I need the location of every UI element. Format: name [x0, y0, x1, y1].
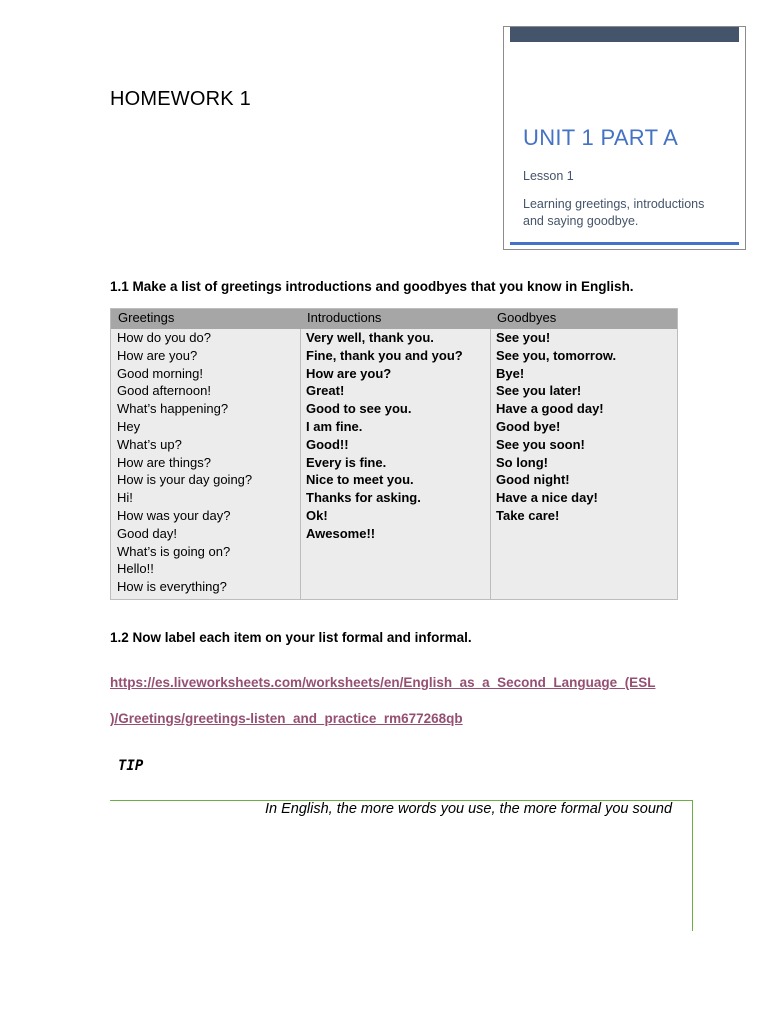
table-cell-introductions: Thanks for asking.	[306, 490, 421, 506]
table-cell-introductions: Good!!	[306, 436, 349, 452]
unit-header-bar	[510, 27, 739, 42]
goodbyes-column	[490, 329, 677, 599]
unit-cover-box	[503, 26, 746, 250]
table-cell-introductions: Ok!	[306, 507, 328, 523]
table-cell-greetings: What’s up?	[117, 436, 182, 452]
table-cell-greetings: How do you do?	[117, 330, 211, 345]
table-cell-greetings: Hello!!	[117, 561, 154, 577]
header-introductions: Introductions	[307, 310, 382, 325]
table-cell-introductions: Fine, thank you and you?	[306, 347, 463, 363]
table-cell-goodbyes: Good bye!	[496, 418, 561, 434]
table-cell-goodbyes: See you later!	[496, 383, 582, 399]
header-goodbyes: Goodbyes	[497, 310, 557, 325]
table-cell-greetings: What’s happening?	[117, 401, 229, 417]
unit-description: Learning greetings, introductions and saying goodbye.	[523, 197, 705, 228]
unit-title: UNIT 1 PART A	[523, 125, 679, 150]
table-cell-greetings: How is your day going?	[117, 472, 253, 488]
tip-label: TIP	[118, 758, 144, 774]
table-cell-introductions: Every is fine.	[306, 454, 387, 470]
table-cell-introductions: Awesome!!	[306, 525, 376, 541]
table-cell-greetings: How was your day?	[117, 507, 231, 523]
worksheet-link-line-2[interactable]: )/Greetings/greetings-listen_and_practice_rm677268qb	[110, 711, 463, 726]
table-cell-goodbyes: Have a nice day!	[496, 490, 598, 506]
table-cell-goodbyes: Good night!	[496, 472, 570, 488]
table-header-row	[111, 309, 677, 329]
table-cell-introductions: Nice to meet you.	[306, 472, 414, 488]
table-cell-introductions: Great!	[306, 383, 345, 399]
table-cell-greetings: Good morning!	[117, 365, 203, 381]
table-cell-goodbyes: See you!	[496, 330, 551, 345]
worksheet-link-line-1[interactable]: https://es.liveworksheets.com/worksheets/en/English_as_a_Second_Language_(ESL	[110, 675, 656, 690]
table-cell-introductions: How are you?	[306, 365, 392, 381]
greetings-table	[110, 308, 678, 600]
table-cell-greetings: Good afternoon!	[117, 383, 211, 399]
table-cell-greetings: Hi!	[117, 490, 133, 506]
greetings-column	[111, 329, 301, 599]
table-cell-goodbyes: So long!	[496, 454, 548, 470]
table-cell-goodbyes: See you, tomorrow.	[496, 347, 617, 363]
unit-bottom-rule	[510, 242, 739, 245]
table-cell-goodbyes: Take care!	[496, 507, 560, 523]
introductions-column	[300, 329, 491, 599]
tip-border-right	[692, 800, 693, 931]
table-cell-introductions: I am fine.	[306, 418, 363, 434]
table-cell-greetings: How are things?	[117, 454, 211, 470]
question-1-2: 1.2 Now label each item on your list formal and informal.	[110, 630, 472, 645]
table-cell-goodbyes: Bye!	[496, 365, 525, 381]
tip-text: In English, the more words you use, the more formal you sound	[265, 801, 673, 817]
table-cell-introductions: Very well, thank you.	[306, 330, 434, 345]
header-greetings: Greetings	[118, 310, 175, 325]
table-cell-goodbyes: Have a good day!	[496, 401, 604, 417]
table-cell-greetings: What’s is going on?	[117, 543, 231, 559]
table-cell-greetings: How is everything?	[117, 579, 227, 595]
homework-title: HOMEWORK 1	[110, 88, 251, 110]
question-1-1: 1.1 Make a list of greetings introductions and goodbyes that you know in English.	[110, 279, 634, 294]
table-cell-greetings: Hey	[117, 418, 141, 434]
table-cell-goodbyes: See you soon!	[496, 436, 585, 452]
table-cell-greetings: Good day!	[117, 525, 177, 541]
unit-lesson: Lesson 1	[523, 169, 574, 183]
table-cell-introductions: Good to see you.	[306, 401, 412, 417]
table-cell-greetings: How are you?	[117, 347, 198, 363]
